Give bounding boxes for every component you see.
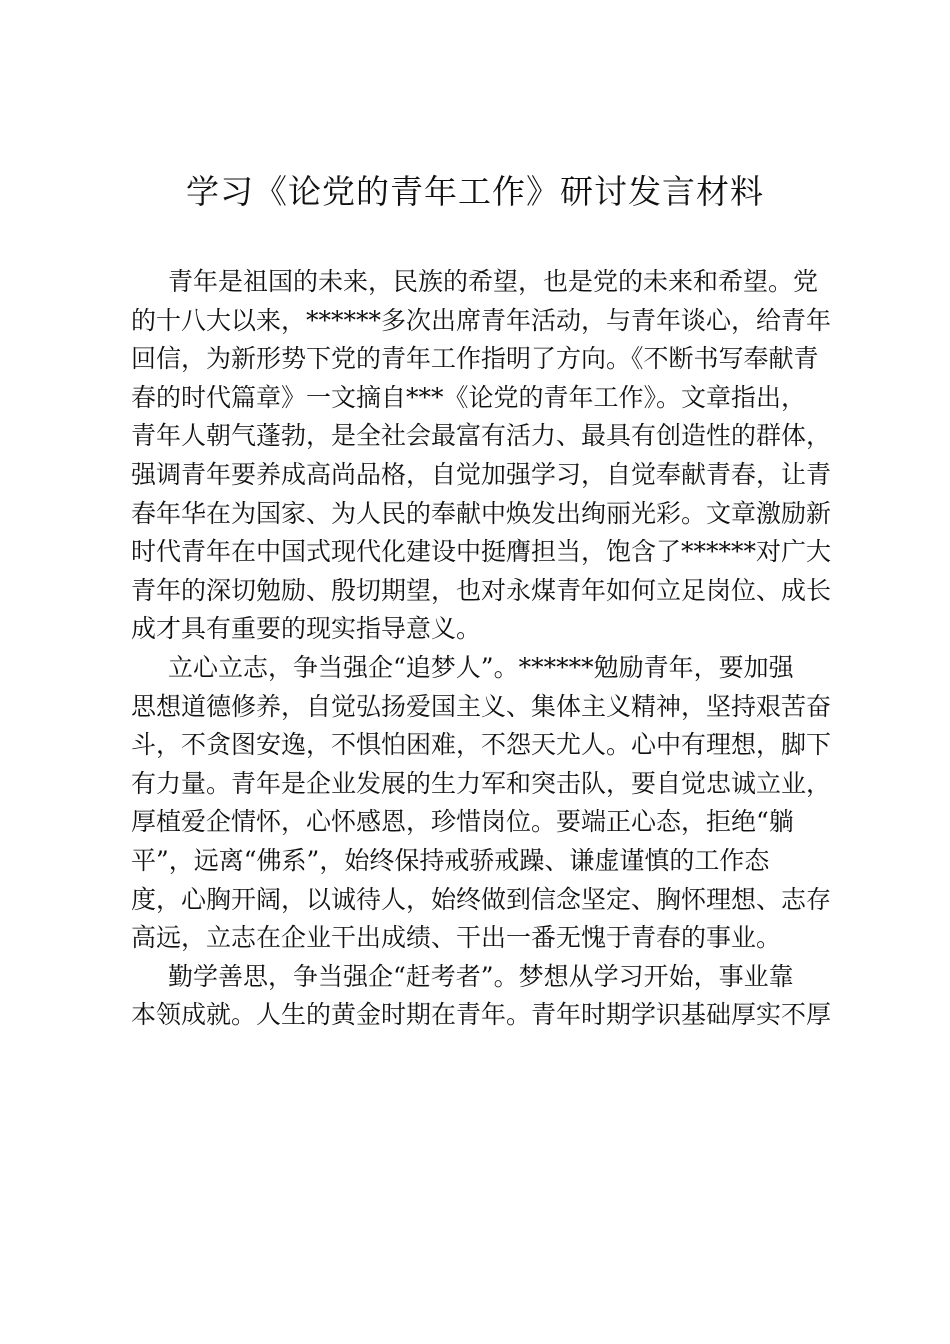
document-body [131,263,831,1035]
paragraph-study [131,958,831,1035]
paragraph-aspiration [131,649,831,958]
document-title: 学习《论党的青年工作》研讨发言材料 [186,172,764,211]
text-line: 高远，立志在企业干出成绩、干出一番无愧于青春的事业。 [131,923,782,953]
text-line: 有力量。青年是企业发展的生力军和突击队，要自觉忠诚立业， [131,768,831,798]
text-line: 勤学善思，争当强企“赶考者”。梦想从学习开始，事业靠 [168,961,794,991]
text-line: 平”，远离“佛系”，始终保持戒骄戒躁、谦虚谨慎的工作态 [131,845,770,875]
text-line: 厚植爱企情怀，心怀感恩，珍惜岗位。要端正心态，拒绝“躺 [131,807,794,837]
text-line: 思想道德修养，自觉弘扬爱国主义、集体主义精神，坚持艰苦奋 [131,691,831,721]
paragraph-intro [131,263,831,649]
text-line: 立心立志，争当强企“追梦人”。******勉励青年，要加强 [168,652,794,682]
text-line: 回信，为新形势下党的青年工作指明了方向。《不断书写奉献青 [131,344,819,374]
text-line: 斗，不贪图安逸，不惧怕困难，不怨天尤人。心中有理想，脚下 [131,730,831,760]
text-line: 强调青年要养成高尚品格，自觉加强学习，自觉奉献青春，让青 [131,459,831,489]
text-line: 成才具有重要的现实指导意义。 [131,614,482,644]
text-line: 的十八大以来，******多次出席青年活动，与青年谈心，给青年 [131,305,831,335]
text-line: 青年的深切勉励、殷切期望，也对永煤青年如何立足岗位、成长 [131,575,831,605]
text-line: 时代青年在中国式现代化建设中挺膺担当，饱含了******对广大 [131,537,831,567]
text-line: 春年华在为国家、为人民的奉献中焕发出绚丽光彩。文章激励新 [131,498,831,528]
text-line: 本领成就。人生的黄金时期在青年。青年时期学识基础厚实不厚 [131,1000,831,1030]
text-line: 春的时代篇章》一文摘自***《论党的青年工作》。文章指出， [131,382,807,412]
text-line: 青年人朝气蓬勃，是全社会最富有活力、最具有创造性的群体， [131,421,831,451]
text-line: 青年是祖国的未来，民族的希望，也是党的未来和希望。党 [168,267,819,296]
text-line: 度，心胸开阔，以诚待人，始终做到信念坚定、胸怀理想、志存 [131,884,831,914]
